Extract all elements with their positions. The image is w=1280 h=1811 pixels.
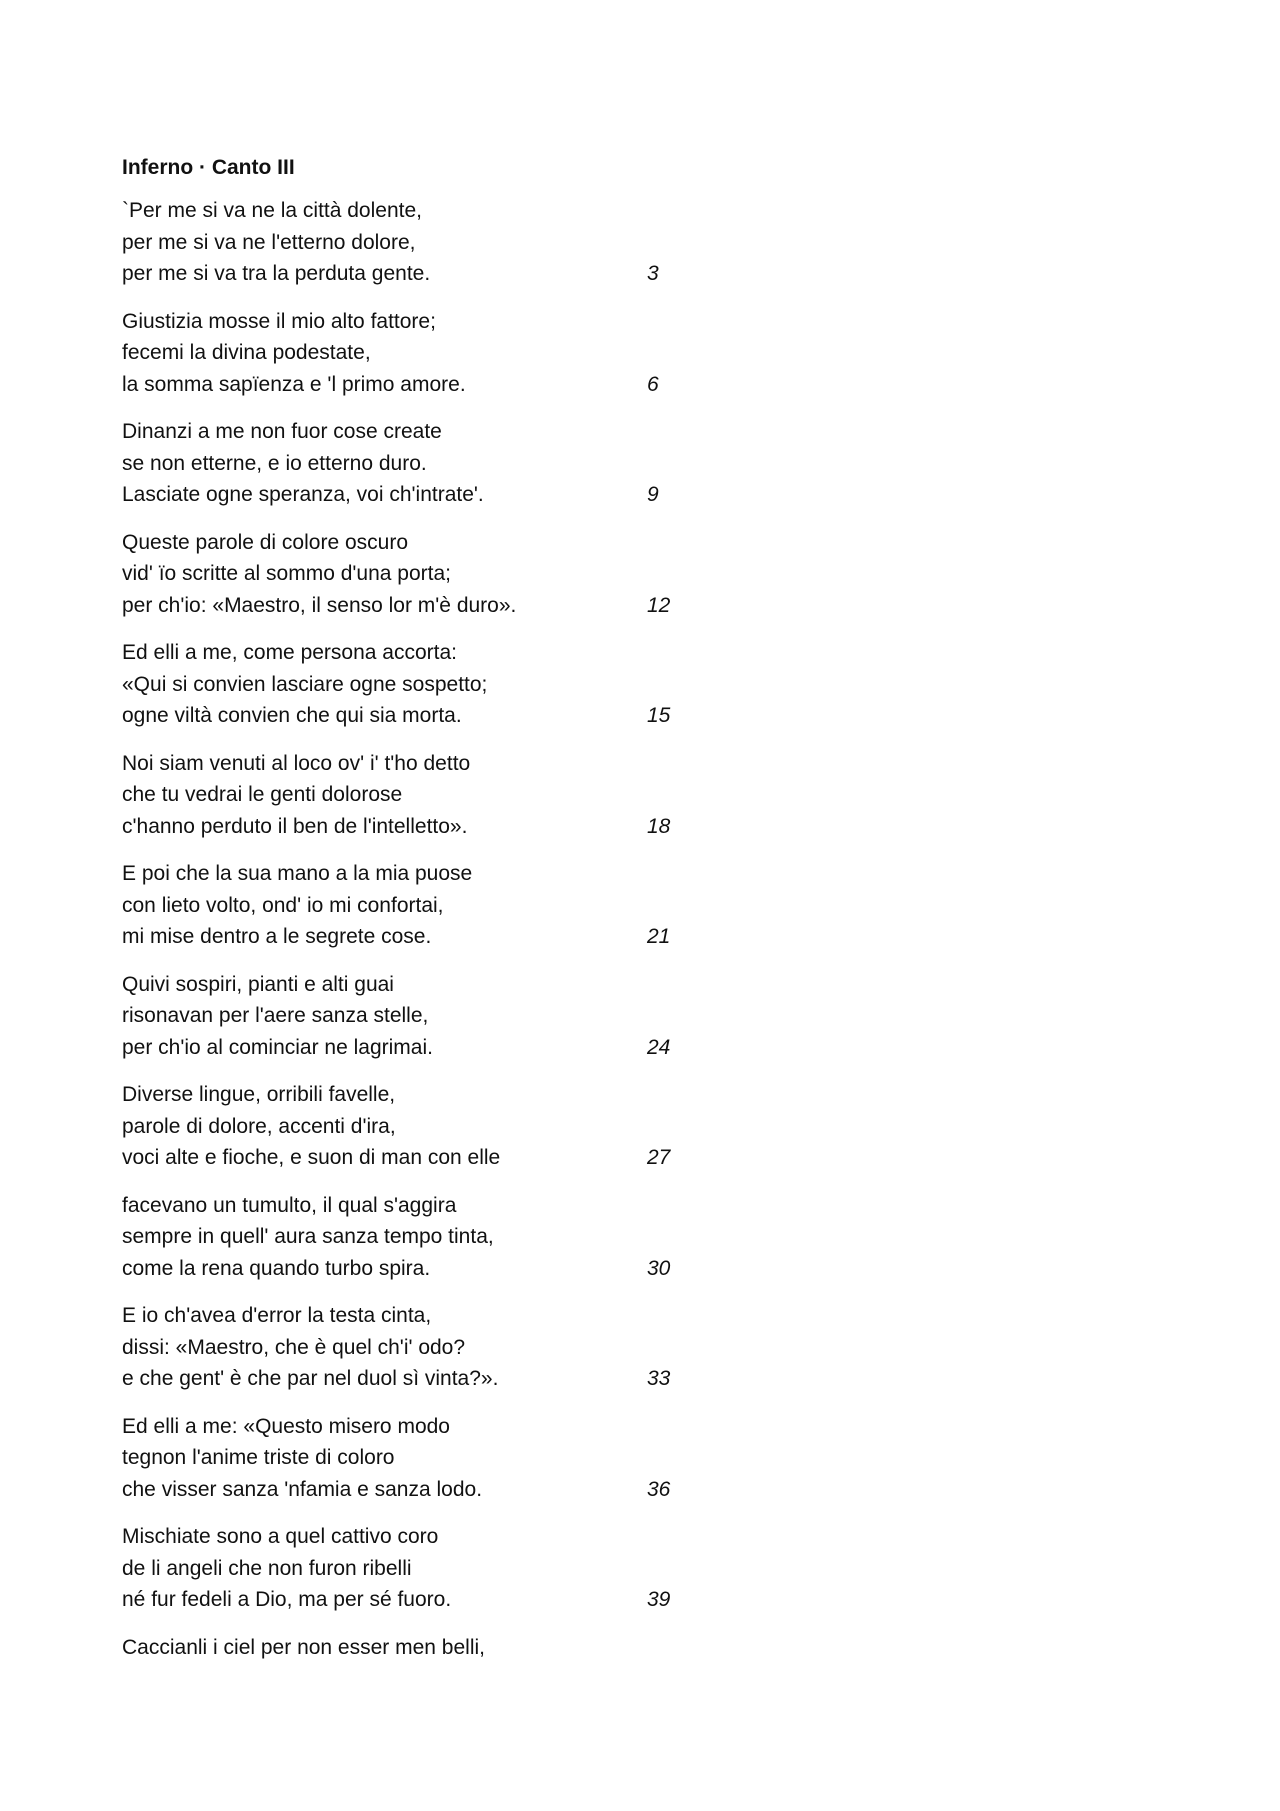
- line-number: 18: [647, 814, 671, 838]
- line-number: 3: [647, 262, 659, 285]
- stanza: [122, 1190, 722, 1285]
- verse-line: sempre in quell' aura sanza tempo tinta,: [122, 1225, 494, 1248]
- stanza: [122, 1411, 722, 1506]
- verse-line: che visser sanza 'nfamia e sanza lodo.: [122, 1477, 483, 1501]
- verse-line: Quivi sospiri, pianti e alti guai: [122, 972, 394, 996]
- stanza: [122, 858, 722, 953]
- line-number: 15: [647, 704, 671, 727]
- stanza: [122, 416, 722, 511]
- verse-line: e che gent' è che par nel duol sì vinta?».: [122, 1367, 499, 1390]
- verse-line: Caccianli i ciel per non esser men belli,: [122, 1635, 485, 1659]
- document-page: [122, 155, 722, 1679]
- verse-line: «Qui si convien lasciare ogne sospetto;: [122, 672, 488, 696]
- verse-line: risonavan per l'aere sanza stelle,: [122, 1004, 429, 1027]
- verse-line: né fur fedeli a Dio, ma per sé fuoro.: [122, 1588, 452, 1611]
- stanza: [122, 527, 722, 622]
- stanza: [122, 637, 722, 732]
- line-number: 9: [647, 483, 659, 506]
- verse-line: fecemi la divina podestate,: [122, 341, 371, 364]
- line-number: 27: [647, 1146, 671, 1169]
- line-number: 24: [647, 1035, 671, 1059]
- verse-line: mi mise dentro a le segrete cose.: [122, 925, 432, 948]
- verse-line: Ed elli a me: «Questo misero modo: [122, 1414, 450, 1438]
- verse-line: c'hanno perduto il ben de l'intelletto».: [122, 814, 468, 838]
- stanza: [122, 306, 722, 401]
- verse-line: de li angeli che non furon ribelli: [122, 1556, 412, 1580]
- verse-line: per ch'io al cominciar ne lagrimai.: [122, 1035, 433, 1059]
- verse-line: vid' ïo scritte al sommo d'una porta;: [122, 562, 451, 585]
- verse-line: E io ch'avea d'error la testa cinta,: [122, 1304, 432, 1327]
- verse-line: voci alte e fioche, e suon di man con elle: [122, 1146, 501, 1169]
- stanza: [122, 1300, 722, 1395]
- verse-line: Giustizia mosse il mio alto fattore;: [122, 309, 436, 333]
- verse-line: Ed elli a me, come persona accorta:: [122, 641, 457, 664]
- verse-line: Noi siam venuti al loco ov' i' t'ho detto: [122, 751, 471, 775]
- poem-body: [122, 195, 722, 1663]
- line-number: 21: [647, 925, 671, 948]
- verse-line: la somma sapïenza e 'l primo amore.: [122, 372, 466, 396]
- verse-line: come la rena quando turbo spira.: [122, 1256, 431, 1280]
- verse-line: ogne viltà convien che qui sia morta.: [122, 704, 462, 727]
- stanza: [122, 1632, 722, 1664]
- verse-line: `Per me si va ne la città dolente,: [122, 199, 422, 222]
- stanza: [122, 1521, 722, 1616]
- verse-line: per me si va tra la perduta gente.: [122, 262, 431, 285]
- verse-line: per ch'io: «Maestro, il senso lor m'è duro».: [122, 593, 517, 617]
- verse-line: E poi che la sua mano a la mia puose: [122, 862, 473, 885]
- line-number: 12: [647, 593, 671, 617]
- verse-line: Lasciate ogne speranza, voi ch'intrate'.: [122, 483, 484, 506]
- verse-line: se non etterne, e io etterno duro.: [122, 451, 427, 475]
- line-number: 33: [647, 1367, 671, 1390]
- verse-line: Diverse lingue, orribili favelle,: [122, 1083, 396, 1106]
- verse-line: con lieto volto, ond' io mi confortai,: [122, 893, 444, 917]
- line-number: 36: [647, 1477, 671, 1501]
- verse-line: che tu vedrai le genti dolorose: [122, 783, 403, 806]
- verse-line: parole di dolore, accenti d'ira,: [122, 1114, 396, 1138]
- verse-line: dissi: «Maestro, che è quel ch'i' odo?: [122, 1335, 466, 1359]
- line-number: 30: [647, 1256, 671, 1280]
- stanza: [122, 969, 722, 1064]
- verse-line: Dinanzi a me non fuor cose create: [122, 420, 442, 443]
- verse-line: Mischiate sono a quel cattivo coro: [122, 1525, 439, 1548]
- canto-title: Inferno · Canto III: [122, 156, 295, 179]
- verse-line: facevano un tumulto, il qual s'aggira: [122, 1193, 457, 1217]
- stanza: [122, 748, 722, 843]
- line-number: 6: [647, 372, 659, 396]
- verse-line: tegnon l'anime triste di coloro: [122, 1446, 395, 1469]
- verse-line: per me si va ne l'etterno dolore,: [122, 230, 416, 254]
- line-number: 39: [647, 1588, 671, 1611]
- stanza: [122, 1079, 722, 1174]
- stanza: [122, 195, 722, 290]
- verse-line: Queste parole di colore oscuro: [122, 530, 408, 554]
